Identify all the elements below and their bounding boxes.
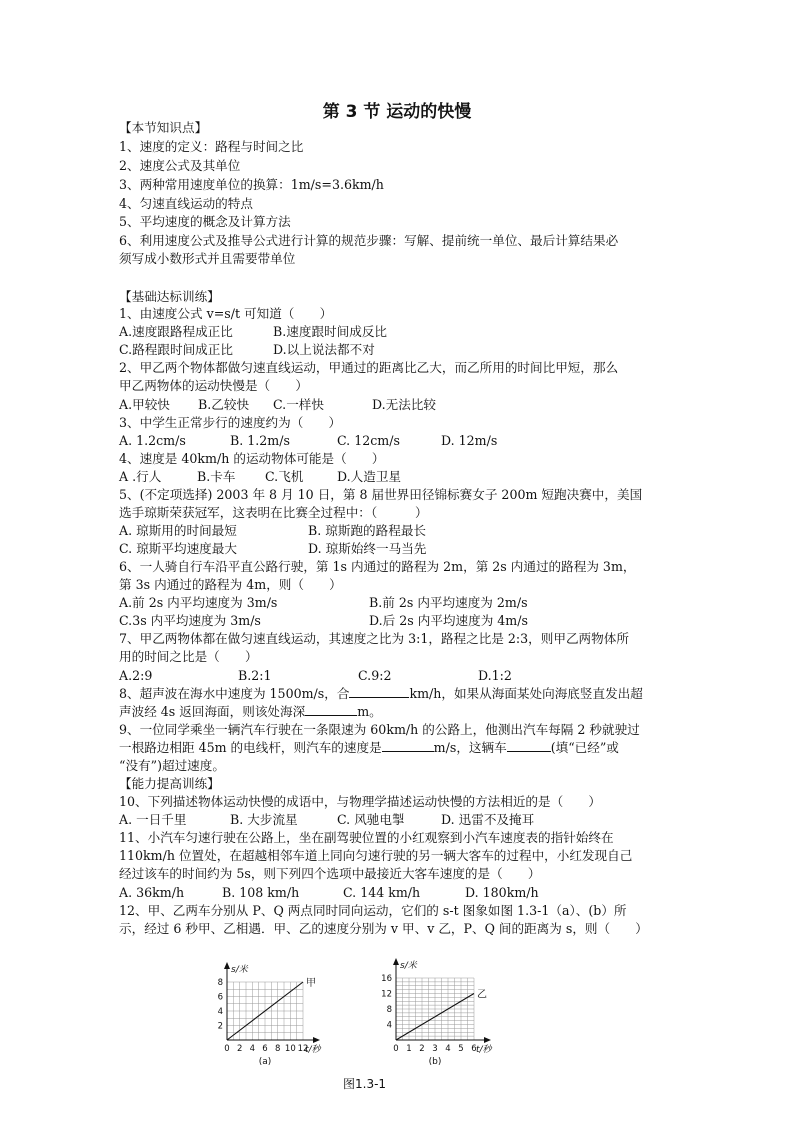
y-tick-label: 8 (217, 978, 223, 988)
option-c: C. 12cm/s (337, 433, 400, 448)
y-axis-arrow (224, 962, 230, 969)
x-axis-label: t/秒 (476, 1045, 492, 1055)
option-d: D.以上说法都不对 (273, 342, 375, 357)
x-tick-label: 0 (224, 1044, 230, 1054)
option-c: C. 144 km/h (343, 885, 421, 900)
section-heading-knowledge: 【本节知识点】 (119, 120, 208, 135)
option-d: D.后 2s 内平均速度为 4m/s (369, 613, 528, 628)
question-2: 2、甲乙两个物体都做匀速直线运动，甲通过的距离比乙大，而乙所用的时间比甲短，那么 (119, 360, 619, 375)
option-d: D.人造卫星 (337, 469, 402, 484)
y-axis-arrow (393, 958, 399, 965)
option-b: B.乙较快 (198, 397, 250, 412)
figure-caption: 图1.3-1 (343, 1077, 387, 1091)
question-11-cont: 110km/h 位置处，在超越相邻车道上同向匀速行驶的另一辆大客车的过程中，小红发现自己 (119, 848, 633, 863)
x-tick-label: 10 (284, 1044, 296, 1054)
question-8-text: 声波经 4s 返回海面，则该处海深 (119, 704, 306, 719)
option-a: A.甲较快 (119, 397, 170, 412)
option-a: A.速度跟路程成正比 (119, 324, 233, 339)
y-tick-label: 8 (386, 1005, 392, 1015)
x-tick-label: 0 (393, 1044, 399, 1054)
series-label: 甲 (306, 978, 316, 989)
option-d: D.无法比较 (372, 397, 437, 412)
question-8 (119, 685, 643, 703)
answer-blank (507, 740, 551, 752)
option-c: C. 琼斯平均速度最大 (119, 541, 237, 556)
x-axis-label: t/秒 (305, 1045, 321, 1055)
option-d: D. 180km/h (465, 885, 539, 900)
option-a: A.2:9 (119, 668, 153, 683)
option-b: B.2:1 (238, 668, 272, 683)
question-8-text: 8、超声波在海水中速度为 1500m/s，合 (119, 686, 350, 701)
y-tick-label: 16 (381, 974, 392, 984)
question-9: 9、一位同学乘坐一辆汽车行驶在一条限速为 60km/h 的公路上，他测出汽车每隔 2 秒就驶过 (119, 722, 640, 737)
x-tick-label: 8 (274, 1044, 281, 1054)
section-heading-advanced: 【能力提高训练】 (119, 776, 220, 791)
question-7-cont: 用的时间之比是（ ） (119, 649, 258, 664)
option-a: A. 琼斯用的时间最短 (119, 523, 237, 538)
x-axis-arrow (313, 1037, 320, 1043)
option-c: C.9:2 (358, 668, 392, 683)
option-b: B.速度跟时间成反比 (273, 324, 388, 339)
option-a: A. 1.2cm/s (119, 433, 186, 448)
x-tick-label: 1 (406, 1044, 412, 1054)
question-9-text: (填“已经”或 (550, 740, 619, 755)
x-tick-label: 2 (419, 1044, 425, 1054)
option-b: B. 1.2m/s (230, 433, 290, 448)
option-b: B.前 2s 内平均速度为 2m/s (369, 595, 528, 610)
panel-label: (a) (258, 1057, 272, 1067)
st-graph-a (205, 945, 335, 1075)
x-tick-label: 6 (262, 1044, 268, 1054)
question-4: 4、速度是 40km/h 的运动物体可能是（ ） (119, 451, 385, 466)
option-b: B. 108 km/h (222, 885, 300, 900)
knowledge-point: 5、平均速度的概念及计算方法 (119, 214, 291, 229)
question-10: 10、下列描述物体运动快慢的成语中，与物理学描述运动快慢的方法相近的是（ ） (119, 794, 601, 809)
question-5-cont: 选手琼斯荣获冠军，这表明在比赛全过程中：（ ） (119, 505, 428, 520)
x-tick-label: 6 (471, 1044, 477, 1054)
option-b: B.卡车 (197, 469, 236, 484)
option-c: C.路程跟时间成正比 (119, 342, 233, 357)
option-a: A. 一日千里 (119, 812, 187, 827)
series-label: 乙 (477, 989, 487, 1001)
grid (396, 978, 474, 1040)
question-6-cont: 第 3s 内通过的路程为 4m，则（ ） (119, 577, 342, 592)
question-5: 5、(不定项选择) 2003 年 8 月 10 日，第 8 届世界田径锦标赛女子 200m 短跑决赛中，美国 (119, 487, 643, 502)
question-12-cont: 示，经过 6 秒甲、乙相遇．甲、乙的速度分别为 v 甲、v 乙，P、Q 间的距离为 s，则（ ） (119, 921, 648, 936)
question-11: 11、小汽车匀速行驶在公路上，坐在副驾驶位置的小红观察到小汽车速度表的指针始终在 (119, 830, 614, 845)
knowledge-point: 4、匀速直线运动的特点 (119, 196, 253, 211)
question-8-text: km/h，如果从海面某处向海底竖直发出超 (409, 686, 643, 701)
knowledge-point: 2、速度公式及其单位 (119, 158, 241, 173)
x-tick-label: 4 (445, 1044, 451, 1054)
option-d: D. 12m/s (441, 433, 498, 448)
question-12: 12、甲、乙两车分别从 P、Q 两点同时同向运动，它们的 s-t 图象如图 1.3-1（a）、(b）所 (119, 903, 627, 918)
option-a: A. 36km/h (119, 885, 185, 900)
x-tick-label: 4 (249, 1044, 256, 1054)
question-7: 7、甲乙两物体都在做匀速直线运动，其速度之比为 3:1，路程之比是 2:3，则甲乙两物体所 (119, 631, 629, 646)
y-axis-label: s/米 (400, 961, 417, 971)
x-tick-label: 2 (236, 1044, 243, 1054)
question-9-cont: “没有”)超过速度。 (119, 758, 225, 773)
knowledge-point: 3、两种常用速度单位的换算：1m/s=3.6km/h (119, 177, 384, 192)
option-d: D. 迅雷不及掩耳 (441, 812, 535, 827)
y-tick-label: 4 (217, 1007, 223, 1017)
knowledge-point: 须写成小数形式并且需要带单位 (119, 251, 296, 266)
question-9-text: 一根路边相距 45m 的电线杆，则汽车的速度是 (119, 740, 382, 755)
answer-blank (382, 740, 434, 752)
option-b: B. 琼斯跑的路程最长 (308, 523, 427, 538)
y-tick-label: 6 (217, 992, 223, 1003)
option-d: D.1:2 (478, 668, 512, 683)
x-tick-label: 5 (458, 1044, 464, 1054)
option-c: C.飞机 (265, 469, 304, 484)
x-tick-label: 12 (297, 1044, 309, 1054)
y-axis-label: s/米 (231, 965, 248, 975)
st-graph-b (368, 945, 508, 1075)
answer-blank (305, 704, 357, 716)
option-b: B. 大步流星 (230, 812, 298, 827)
question-1: 1、由速度公式 v=s/t 可知道（ ） (119, 306, 333, 321)
question-3: 3、中学生正常步行的速度约为（ ） (119, 415, 342, 430)
question-8-text: m。 (357, 704, 382, 719)
answer-blank (349, 686, 409, 698)
option-c: C.一样快 (273, 397, 324, 412)
y-tick-label: 2 (217, 1021, 223, 1032)
x-axis-arrow (484, 1037, 491, 1043)
option-c: C. 风驰电掣 (337, 812, 405, 827)
question-8-cont (119, 703, 382, 721)
option-a: A.前 2s 内平均速度为 3m/s (119, 595, 278, 610)
option-a: A .行人 (119, 469, 162, 484)
panel-label: (b) (428, 1057, 442, 1067)
page-title: 第 3 节 运动的快慢 (322, 102, 472, 122)
option-d: D. 琼斯始终一马当先 (308, 541, 427, 556)
y-tick-label: 4 (386, 1020, 392, 1031)
knowledge-point: 6、利用速度公式及推导公式进行计算的规范步骤：写解、提前统一单位、最后计算结果必 (119, 233, 619, 248)
question-9-cont (119, 739, 619, 757)
option-c: C.3s 内平均速度为 3m/s (119, 613, 261, 628)
question-11-cont: 经过该车的时间约为 5s，则下列四个选项中最接近大客车速度的是（ ） (119, 866, 541, 881)
y-tick-label: 12 (381, 989, 392, 1000)
section-heading-basic: 【基础达标训练】 (119, 289, 220, 304)
x-tick-label: 3 (432, 1044, 438, 1054)
question-2-cont: 甲乙两物体的运动快慢是（ ） (119, 378, 308, 393)
knowledge-point: 1、速度的定义：路程与时间之比 (119, 139, 304, 154)
question-9-text: m/s，这辆车 (433, 740, 507, 755)
question-6: 6、一人骑自行车沿平直公路行驶，第 1s 内通过的路程为 2m，第 2s 内通过的路程为 3m， (119, 559, 636, 574)
